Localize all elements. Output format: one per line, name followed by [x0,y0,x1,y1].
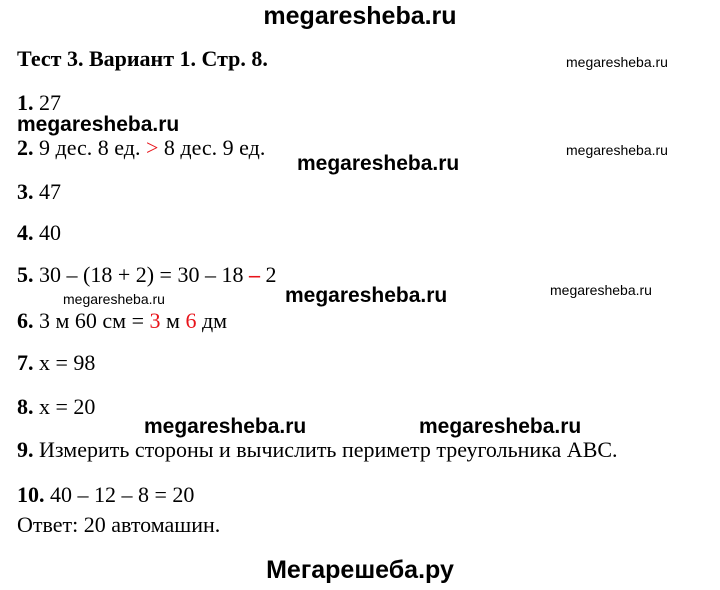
answer-number: 10. [17,482,45,507]
watermark-small: megaresheba.ru [566,54,668,70]
answer-number: 2. [17,135,34,160]
answer-number: 3. [17,179,34,204]
answer-3 [17,179,61,205]
answer-7 [17,350,95,376]
operator-sign: – [248,262,260,287]
unit-meters: м [160,308,186,333]
watermark-bold: megaresheba.ru [297,152,460,175]
answer-conclusion: Ответ: 20 автомашин. [17,512,221,537]
answer-number: 9. [17,437,34,462]
comparison-sign: > [145,135,159,160]
answer-number: 4. [17,220,34,245]
answer-left: 30 – (18 + 2) = 30 – 18 [33,262,249,287]
watermark-bottom: Мегарешеба.ру [266,556,454,584]
answer-text: 40 [33,220,61,245]
unit-decimeters: дм [196,308,228,333]
answer-text: х = 98 [33,350,96,375]
watermark-small: megaresheba.ru [566,142,668,158]
answer-2 [17,135,265,161]
watermark-small: megaresheba.ru [63,291,165,307]
answer-6 [17,308,227,334]
answer-8 [17,394,95,420]
answer-right: 8 дес. 9 ед. [158,135,266,160]
answer-number: 5. [17,262,34,287]
answer-number: 1. [17,90,34,115]
answer-text: Измерить стороны и вычислить периметр треугольника АВС. [33,437,618,462]
answer-left: 9 дес. 8 ед. [33,135,146,160]
answer-text: 40 – 12 – 8 = 20 [44,482,195,507]
watermark-bold: megaresheba.ru [17,113,180,136]
value-decimeters: 6 [185,308,197,333]
answer-text: 47 [33,179,61,204]
answer-5 [17,262,276,288]
watermark-bold: megaresheba.ru [285,284,448,307]
watermark-top: megaresheba.ru [263,2,457,30]
answer-9 [17,437,618,463]
answer-right: 2 [259,262,277,287]
answer-4 [17,220,61,246]
answer-10 [17,482,194,508]
answer-left: 3 м 60 см = [33,308,150,333]
value-meters: 3 [149,308,161,333]
answer-number: 7. [17,350,34,375]
answer-text: 27 [33,90,61,115]
answer-number: 6. [17,308,34,333]
watermark-bold: megaresheba.ru [419,415,582,438]
answer-text: х = 20 [33,394,96,419]
page-heading: Тест 3. Вариант 1. Стр. 8. [17,46,268,71]
answer-number: 8. [17,394,34,419]
watermark-bold: megaresheba.ru [144,415,307,438]
watermark-small: megaresheba.ru [550,282,652,298]
